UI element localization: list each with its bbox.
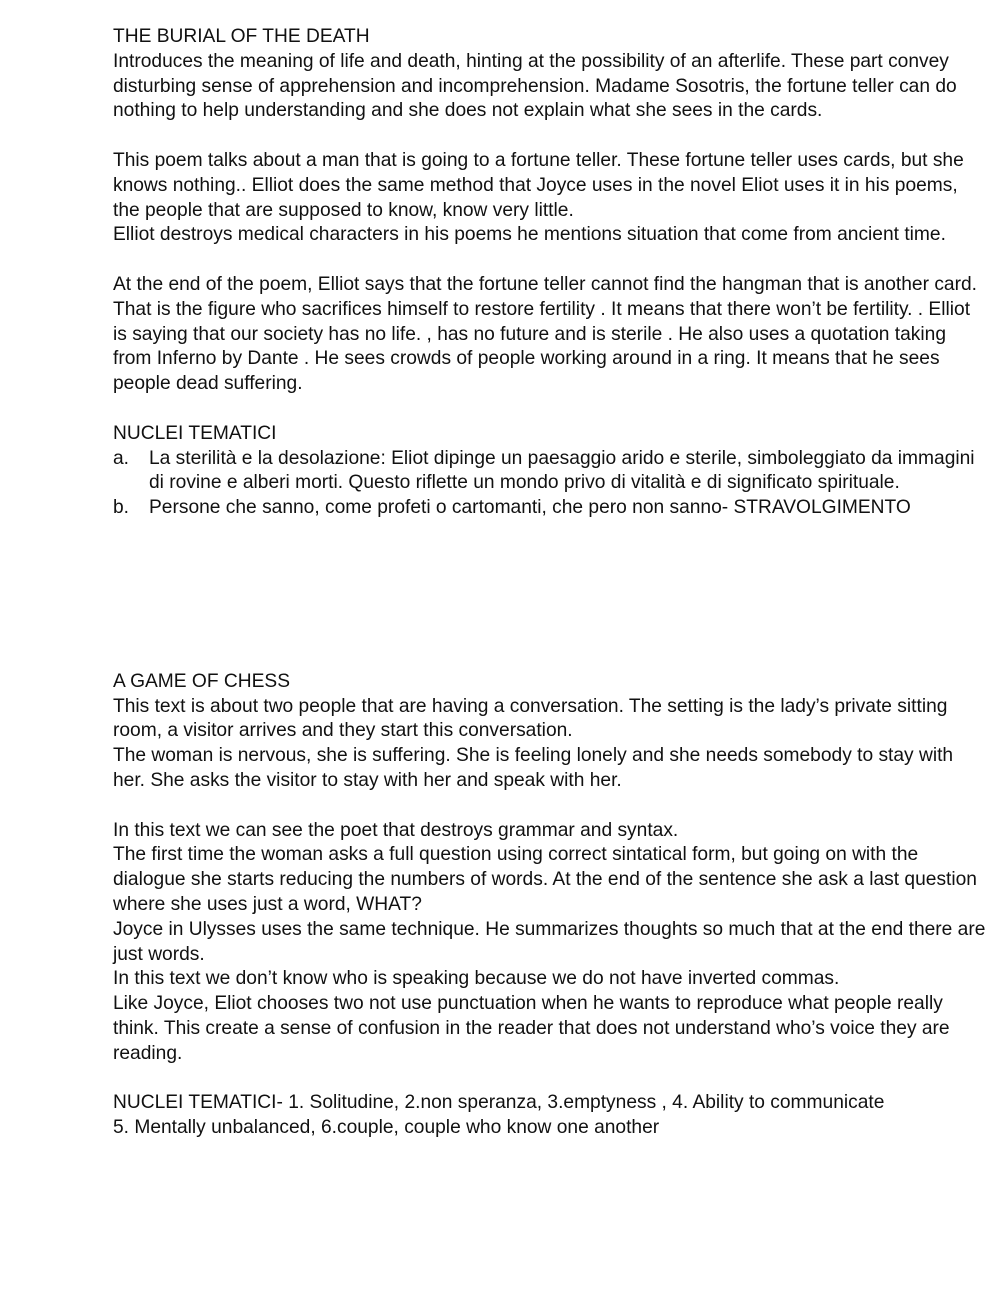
list-item (113, 496, 988, 521)
paragraph: The first time the woman asks a full question using correct sintatical form, but going on with the dialogue she starts reducing the numbers of words. At the end of the sentence she ask a last question where she uses just a word, WHAT? (113, 844, 977, 915)
list-item-text: La sterilità e la desolazione: Eliot dipinge un paesaggio arido e sterile, simboleggiato da immagini di rovine e alberi morti. Questo riflette un mondo privo di vitalità e di significato spirituale. (149, 447, 975, 494)
paragraph: Introduces the meaning of life and death, hinting at the possibility of an afterlife. These part convey disturbing sense of apprehension and incomprehension. Madame Sosotris, the fortune teller can do nothing to help understanding and she does not explain what she sees in the cards. (113, 50, 957, 122)
paragraph: In this text we don’t know who is speaking because we do not have inverted commas. (113, 968, 840, 990)
section-title: A GAME OF CHESS (113, 670, 290, 692)
nuclei-line: 5. Mentally unbalanced, 6.couple, couple who know one another (113, 1117, 660, 1139)
section-title: THE BURIAL OF THE DEATH (113, 26, 370, 47)
paragraph: At the end of the poem, Elliot says that the fortune teller cannot find the hangman that is another card. That is the figure who sacrifices himself to restore fertility . It means that there won’t be fertility. . Elliot is saying that our society has no life. , has no future and is sterile . He also uses a quotation taking from Inferno by Dante . He sees crowds of people working around in a ring. It means that he sees people dead suffering. (113, 273, 977, 395)
paragraph: This poem talks about a man that is going to a fortune teller. These fortune teller uses cards, but she knows nothing.. Elliot does the same method that Joyce uses in the novel Eliot uses it in his poems, the people that are supposed to know, know very little. (113, 149, 964, 221)
paragraph: Elliot destroys medical characters in his poems he mentions situation that come from ancient time. (113, 224, 946, 246)
paragraph: Like Joyce, Eliot chooses two not use punctuation when he wants to reproduce what people really think. This create a sense of confusion in the reader that does not understand who’s voice they are reading. (113, 993, 950, 1064)
nuclei-list (113, 447, 988, 521)
paragraph: Joyce in Ulysses uses the same technique. He summarizes thoughts so much that at the end there are just words. (113, 918, 986, 965)
section-a-game-of-chess (113, 670, 988, 1141)
list-marker: b. (113, 497, 130, 519)
paragraph: The woman is nervous, she is suffering. She is feeling lonely and she needs somebody to stay with her. She asks the visitor to stay with her and speak with her. (113, 745, 954, 791)
nuclei-line: NUCLEI TEMATICI- 1. Solitudine, 2.non speranza, 3.emptyness , 4. Ability to communicate (113, 1092, 885, 1114)
section-burial-of-the-death (113, 25, 988, 521)
list-item-text: Persone che sanno, come profeti o cartomanti, che pero non sanno- STRAVOLGIMENTO (149, 497, 911, 519)
paragraph: This text is about two people that are having a conversation. The setting is the lady’s private sitting room, a visitor arrives and they start this conversation. (113, 695, 948, 742)
list-marker: a. (113, 447, 130, 469)
paragraph: In this text we can see the poet that destroys grammar and syntax. (113, 819, 679, 841)
document-page (113, 25, 988, 1141)
list-item (113, 447, 988, 497)
nuclei-heading: NUCLEI TEMATICI (113, 422, 277, 444)
